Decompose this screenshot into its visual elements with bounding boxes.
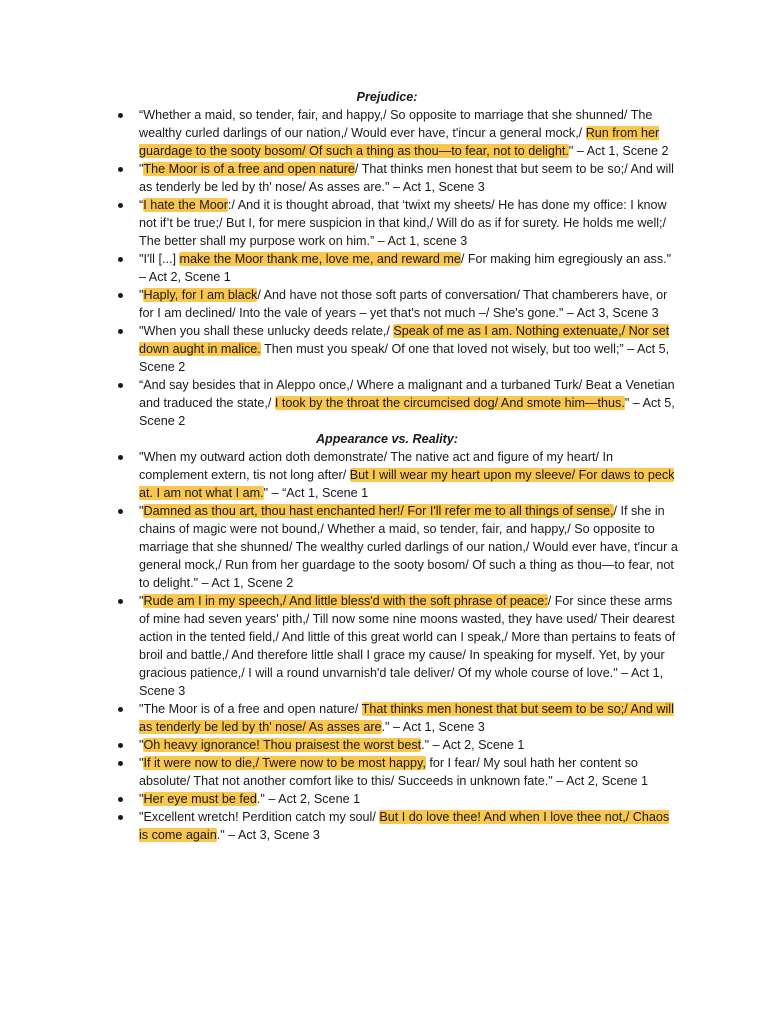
section-heading-appearance-vs-reality: Appearance vs. Reality: — [315, 432, 459, 446]
quote-text: :/ And it is thought abroad, that ‘twixt my sheets/ He has done my office: I know not if’t be true;/ But I, for mere suspicion in that kind,/ Will do as if for surety. He holds me well;/ The better shall my purpose work on him.” – Act 1, scene 3 — [139, 198, 667, 248]
quote-text: "When my outward action doth demonstrate/ The native act and figure of my heart/ In complement extern, tis not long after/ — [139, 450, 613, 482]
quote-text: “And say besides that in Aleppo once,/ Where a malignant and a turbaned Turk/ Beat a Venetian and traduced the state,/ — [139, 378, 675, 410]
highlighted-quote-text: I took by the throat the circumcised dog/ And smote him—thus. — [274, 396, 625, 410]
quote-text: "The Moor is of a free and open nature/ — [139, 702, 362, 716]
quote-text: ." – Act 2, Scene 1 — [421, 738, 525, 752]
quote-text: " – Act 5, Scene 2 — [139, 396, 675, 428]
highlighted-quote-text: I hate the Moor — [143, 198, 228, 212]
quote-item — [139, 286, 679, 322]
highlighted-quote-text: Speak of me as I am. Nothing extenuate,/ Nor set down aught in malice. — [139, 324, 670, 356]
quote-list-prejudice — [0, 106, 768, 430]
quote-item — [139, 196, 679, 250]
quote-text: " — [139, 504, 144, 518]
quote-item — [139, 790, 679, 808]
quote-text: “ — [139, 198, 144, 212]
highlighted-quote-text: If it were now to die,/ Twere now to be most happy, — [143, 756, 426, 770]
quote-text: “Whether a maid, so tender, fair, and happy,/ So opposite to marriage that she shunned/ The wealthy curled darlings of our nation,/ Would ever have, t'incur a general mock,/ — [139, 108, 653, 140]
highlighted-quote-text: But I will wear my heart upon my sleeve/ For daws to peck at. I am not what I am. — [139, 468, 675, 500]
quote-item — [139, 322, 679, 376]
quote-item — [139, 250, 679, 286]
quote-text: ." – Act 3, Scene 3 — [216, 828, 320, 842]
quote-text: / If she in chains of magic were not bound,/ Whether a maid, so tender, fair, and happy,/ So opposite to marriage that she shunned/ The wealthy curled darlings of our nation,/ Would ever have, t'incur a general mock,/ Run from her guardage to the sooty bosom/ Of such a thing as thou—to fear, not to delight." – Act 1, Scene 2 — [139, 504, 678, 590]
highlighted-quote-text: That thinks men honest that but seem to be so;/ And will as tenderly be led by th' nose/ As asses are — [139, 702, 674, 734]
quote-text: " — [139, 288, 144, 302]
quote-item — [139, 808, 679, 844]
quote-text: " — [139, 756, 144, 770]
quote-text: " — [139, 162, 144, 176]
section-heading-prejudice: Prejudice: — [356, 90, 418, 104]
quote-item — [139, 106, 679, 160]
highlighted-quote-text: But I do love thee! And when I love thee not,/ Chaos is come again — [139, 810, 670, 842]
highlighted-quote-text: Run from her guardage to the sooty bosom/ Of such a thing as thou—to fear, not to delight. — [139, 126, 660, 158]
quote-list-appearance-vs-reality — [0, 448, 768, 844]
quote-text: ." – Act 2, Scene 1 — [256, 792, 361, 806]
highlighted-quote-text: Rude am I in my speech,/ And little bless'd with the soft phrase of peace: — [143, 594, 548, 608]
highlighted-quote-text: make the Moor thank me, love me, and reward me — [179, 252, 461, 266]
highlighted-quote-text: Oh heavy ignorance! Thou praisest the worst best — [143, 738, 422, 752]
highlighted-quote-text: Haply, for I am black — [143, 288, 258, 302]
quote-text: for I fear/ My soul hath her content so absolute/ That not another comfort like to this/ Succeeds in unknown fate." – Act 2, Scene 1 — [139, 756, 648, 788]
quote-text: / For since these arms of mine had seven years' pith,/ Till now some nine moons wasted, they have used/ Their dearest action in the tented field,/ And little of this great world can I speak,/ More than pertains to feats of broil and battle,/ And therefore little shall I grace my cause/ In speaking for myself. Yet, by your gracious patience,/ I will a round unvarnish'd tale deliver/ Of my whole course of love." – Act 1, Scene 3 — [139, 594, 676, 698]
quote-item — [139, 160, 679, 196]
quote-item — [139, 592, 679, 700]
quote-text: " — [139, 594, 144, 608]
quote-text: "I'll [...] — [139, 252, 180, 266]
quote-text: / And have not those soft parts of conversation/ That chamberers have, or for I am declined/ Into the vale of years – yet that's not much –/ She's gone." – Act 3, Scene 3 — [139, 288, 668, 320]
quote-text: / For making him egregiously an ass." – Act 2, Scene 1 — [139, 252, 672, 284]
quote-text: " — [139, 792, 144, 806]
highlighted-quote-text: Her eye must be fed — [143, 792, 257, 806]
quote-text: "When you shall these unlucky deeds relate,/ — [139, 324, 394, 338]
quote-item — [139, 502, 679, 592]
quote-text: "Excellent wretch! Perdition catch my soul/ — [139, 810, 380, 824]
highlighted-quote-text: The Moor is of a free and open nature — [143, 162, 355, 176]
quote-item — [139, 700, 679, 736]
quote-item — [139, 754, 679, 790]
quote-text: Then must you speak/ Of one that loved not wisely, but too well;” – Act 5, Scene 2 — [139, 342, 670, 374]
quote-item — [139, 376, 679, 430]
quote-text: " — [139, 738, 144, 752]
quote-item — [139, 736, 679, 754]
quote-text: " – “Act 1, Scene 1 — [263, 486, 369, 500]
quote-text: / That thinks men honest that but seem to be so;/ And will as tenderly be led by th' nose/ As asses are." – Act 1, Scene 3 — [139, 162, 674, 194]
quote-text: " – Act 1, Scene 2 — [568, 144, 669, 158]
highlighted-quote-text: Damned as thou art, thou hast enchanted her!/ For I'll refer me to all things of sense, — [143, 504, 614, 518]
quote-item — [139, 448, 679, 502]
quote-text: ." – Act 1, Scene 3 — [381, 720, 485, 734]
